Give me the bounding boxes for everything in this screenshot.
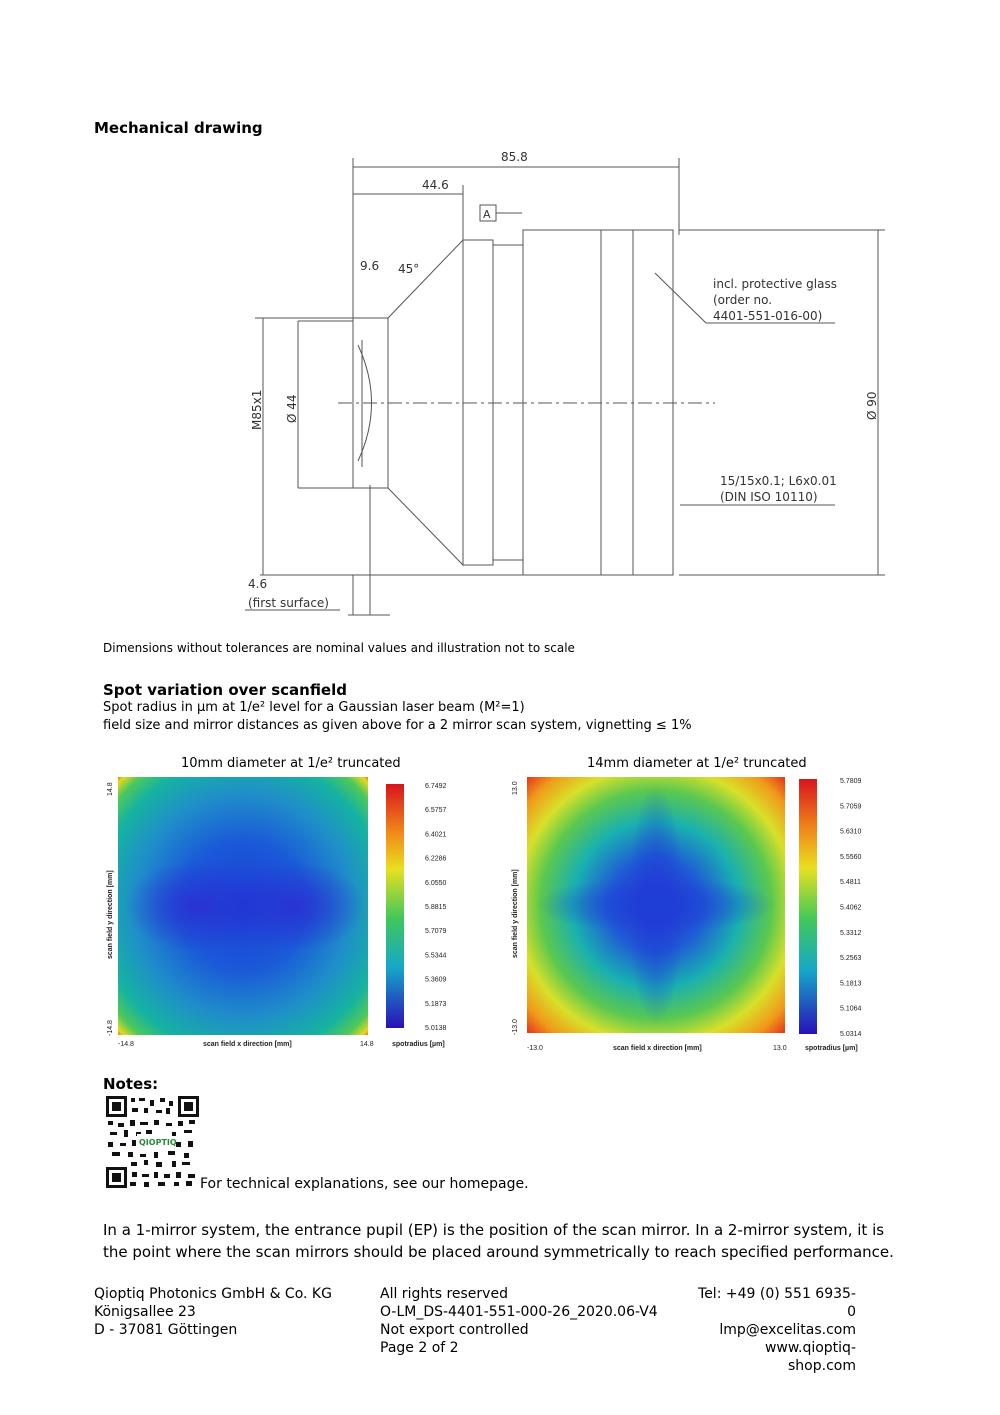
dim-bevel-length: 9.6 <box>360 259 380 273</box>
colorbar-tick: 5.1873 <box>425 1000 447 1008</box>
heatmap-10mm <box>100 774 465 1054</box>
x-tick-right-10mm: 14.8 <box>360 1041 374 1048</box>
colorbar-tick: 5.3312 <box>840 929 862 937</box>
colorbar-tick: 5.7079 <box>425 928 447 936</box>
footer-company-name: Qioptiq Photonics GmbH & Co. KG <box>94 1286 332 1302</box>
colorbar-tick: 5.0314 <box>840 1031 862 1038</box>
colorbar-tick: 5.5344 <box>425 952 447 960</box>
footer-export: Not export controlled <box>380 1322 529 1338</box>
dim-glass-note-3: 4401-551-016-00) <box>713 309 823 323</box>
colorbar-tick: 5.4811 <box>840 879 861 887</box>
dim-datum: A <box>483 208 491 221</box>
dim-first-surface-label: (first surface) <box>248 596 329 610</box>
mechanical-drawing <box>230 145 890 620</box>
y-tick-bottom-14mm: -13.0 <box>512 1019 519 1035</box>
colorbar-tick: 5.7059 <box>840 803 862 811</box>
colorbar-ticks-10mm <box>425 783 447 1032</box>
footer-contact <box>698 1285 856 1375</box>
colorbar-tick: 5.8815 <box>425 904 447 911</box>
spot-line-2: field size and mirror distances as given above for a 2 mirror scan system, vignetting ≤ 1% <box>103 718 692 733</box>
mechanical-drawing-heading: Mechanical drawing <box>94 119 263 137</box>
dim-glass-note-1: incl. protective glass <box>713 277 837 291</box>
colorbar-tick: 6.2286 <box>425 855 447 863</box>
svg-text:QIOPTIQ: QIOPTIQ <box>139 1138 177 1147</box>
spot-heading: Spot variation over scanfield <box>103 681 347 699</box>
colorbar-tick: 5.1813 <box>840 980 862 988</box>
ylabel-10mm: scan field y direction [mm] <box>107 870 114 959</box>
qr-code[interactable] <box>106 1096 199 1188</box>
footer-company <box>94 1285 332 1339</box>
colorbar-tick: 5.0138 <box>425 1025 447 1032</box>
footer-company-street: Königsallee 23 <box>94 1304 196 1320</box>
xlabel-14mm: scan field x direction [mm] <box>613 1045 702 1052</box>
qr-caption: For technical explanations, see our homepage. <box>200 1176 529 1192</box>
notes-paragraph: In a 1-mirror system, the entrance pupil (EP) is the position of the scan mirror. In a 2-mirror system, it is the point where the scan mirrors should be placed around symmetrically to reach specified performance. <box>103 1221 894 1261</box>
dim-tolerance-2: (DIN ISO 10110) <box>720 490 818 504</box>
footer-rights: All rights reserved <box>380 1286 508 1302</box>
chart-title-10mm: 10mm diameter at 1/e² truncated <box>181 756 401 771</box>
dim-overall-length: 85.8 <box>501 150 528 164</box>
dim-glass-note-2: (order no. <box>713 293 773 307</box>
xlabel-10mm: scan field x direction [mm] <box>203 1041 292 1048</box>
dimension-note: Dimensions without tolerances are nominal values and illustration not to scale <box>103 641 575 655</box>
dim-front-diameter: Ø 44 <box>285 394 299 423</box>
colorbar-tick: 6.5757 <box>425 807 447 815</box>
y-tick-top-14mm: 13.0 <box>512 781 519 795</box>
dim-bevel-angle: 45° <box>398 262 420 276</box>
colorbar-tick: 6.7492 <box>425 783 447 790</box>
footer-page: Page 2 of 2 <box>380 1340 459 1356</box>
heatmap-14mm <box>505 773 875 1058</box>
notes-heading: Notes: <box>103 1075 159 1093</box>
footer-website[interactable]: www.qioptiq-shop.com <box>764 1340 856 1374</box>
colorbar-tick: 5.2563 <box>840 955 862 963</box>
x-tick-left-14mm: -13.0 <box>527 1045 543 1052</box>
colorbar-ticks-14mm <box>840 778 862 1038</box>
y-tick-top-10mm: 14.8 <box>107 782 114 796</box>
y-tick-bottom-10mm: -14.8 <box>107 1020 114 1036</box>
x-tick-left-10mm: -14.8 <box>118 1041 134 1048</box>
footer-tel: Tel: +49 (0) 551 6935-0 <box>698 1286 856 1320</box>
chart-title-14mm: 14mm diameter at 1/e² truncated <box>587 756 807 771</box>
footer-company-city: D - 37081 Göttingen <box>94 1322 238 1338</box>
dim-flange-length: 44.6 <box>422 178 449 192</box>
colorbar-tick: 5.1064 <box>840 1005 862 1013</box>
colorbar-label-14mm: spotradius [µm] <box>805 1045 858 1052</box>
dim-thread: M85x1 <box>250 389 264 430</box>
dim-tolerance-1: 15/15x0.1; L6x0.01 <box>720 474 837 488</box>
colorbar-tick: 6.4021 <box>425 831 447 839</box>
colorbar-tick: 6.0550 <box>425 879 447 887</box>
colorbar-tick: 5.6310 <box>840 828 862 836</box>
spot-line-1: Spot radius in µm at 1/e² level for a Gaussian laser beam (M²=1) <box>103 700 525 715</box>
dim-outer-diameter: Ø 90 <box>865 391 879 420</box>
ylabel-14mm: scan field y direction [mm] <box>512 869 519 958</box>
footer-email[interactable]: lmp@excelitas.com <box>719 1322 856 1338</box>
colorbar-tick: 5.3609 <box>425 976 447 984</box>
footer-doc-id: O-LM_DS-4401-551-000-26_2020.06-V4 <box>380 1304 658 1320</box>
footer-middle <box>380 1285 658 1357</box>
dim-first-surface-value: 4.6 <box>248 577 268 591</box>
colorbar-tick: 5.5560 <box>840 853 862 861</box>
x-tick-right-14mm: 13.0 <box>773 1045 787 1052</box>
colorbar-tick: 5.4062 <box>840 904 862 912</box>
colorbar-label-10mm: spotradius [µm] <box>392 1041 445 1048</box>
colorbar-tick: 5.7809 <box>840 778 862 785</box>
